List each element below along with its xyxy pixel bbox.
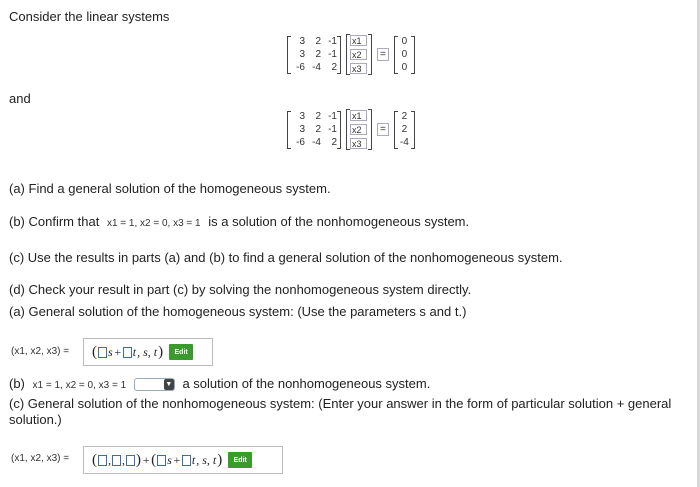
comma: , [108,452,111,467]
question-b-suffix: is a solution of the nonhomogeneous system. [208,214,470,229]
matrix-entry: -6 [296,61,305,73]
matrix-entry: 2 [315,110,321,122]
coefficient-matrix-2 [287,111,341,149]
rhs-entry: 0 [401,61,408,73]
answer-c-label: (c) General solution of the nonhomogeneous system: (Enter your answer in the form of particular solution + general solution.) [9,396,672,427]
matrix-entry: 2 [315,123,321,135]
edit-button[interactable]: Edit [169,344,193,360]
matrix-entry: 2 [315,48,321,60]
nonhomogeneous-system [287,109,415,150]
question-a: (a) Find a general solution of the homogeneous system. [9,181,331,196]
question-d: (d) Check your result in part (c) by solving the nonhomogeneous system directly. [9,282,472,297]
homogeneous-system [287,34,415,75]
variable-vector-2 [346,109,372,150]
is-isnot-dropdown[interactable] [134,378,175,391]
matrix-entry: -6 [296,136,305,148]
matrix-entry: -1 [328,110,337,122]
intro-text: Consider the linear systems [9,9,170,24]
answer-blank[interactable] [98,455,107,466]
variable-vector-1 [346,34,372,75]
question-b-prefix: (b) Confirm that [9,214,100,229]
matrix-entry: -1 [328,48,337,60]
question-b [9,214,469,229]
matrix-entry: 2 [331,136,337,148]
plus-sign: + [142,452,151,467]
answer-blank[interactable] [126,455,135,466]
matrix-entry: 3 [299,48,305,60]
tuple-label-c: (x1, x2, x3) = [11,453,70,464]
matrix-entry: 3 [299,123,305,135]
variable-entry: x3 [350,63,367,74]
comma: , [122,452,125,467]
matrix-entry: -1 [328,35,337,47]
answer-blank[interactable] [182,455,191,466]
answer-blank[interactable] [98,347,107,358]
variable-entry: x1 [350,35,367,46]
rhs-entry: -4 [399,136,409,148]
matrix-entry: 2 [315,35,321,47]
variable-entry: x2 [350,124,367,135]
answer-blank[interactable] [123,347,132,358]
answer-a-box [83,338,213,366]
coefficient-matrix-1 [287,36,341,74]
matrix-entry: 3 [299,110,305,122]
tuple-label-a: (x1, x2, x3) = [11,346,70,357]
answer-a-label: (a) General solution of the homogeneous system: (Use the parameters s and t.) [9,304,467,319]
chevron-down-icon: ▼ [165,381,173,389]
open-paren: ( [151,451,157,468]
variable-entry: x3 [350,138,367,149]
and-text: and [9,91,31,106]
rhs-entry: 2 [401,110,408,122]
rhs-entry: 0 [401,48,408,60]
matrix-entry: -4 [312,136,321,148]
answer-b-row [9,376,430,391]
question-b-condition: x1 = 1, x2 = 0, x3 = 1 [106,218,201,229]
matrix-entry: 2 [331,61,337,73]
param-t: t [191,452,196,467]
answer-b-condition: x1 = 1, x2 = 0, x3 = 1 [32,380,127,391]
answer-b-suffix: a solution of the nonhomogeneous system. [182,376,431,391]
close-paren: ) [136,451,141,468]
answer-blank[interactable] [112,455,121,466]
param-tail: , s, t [137,344,158,359]
matrix-entry: 3 [299,35,305,47]
answer-c-box [83,446,283,474]
answer-b-prefix: (b) [9,376,25,391]
plus-sign: + [172,452,181,467]
rhs-entry: 2 [401,123,408,135]
matrix-entry: -1 [328,123,337,135]
rhs-vector-1 [394,36,415,74]
variable-entry: x1 [350,110,367,121]
plus-sign: + [113,344,122,359]
edit-button[interactable]: Edit [228,452,252,468]
rhs-vector-2 [394,111,415,149]
answer-blank[interactable] [157,455,166,466]
param-tail: , s, t [196,452,217,467]
param-t: t [132,344,137,359]
param-s: s [167,452,172,467]
param-s: s [108,344,113,359]
question-c: (c) Use the results in parts (a) and (b) to find a general solution of the nonhomogeneous system. [9,250,563,265]
close-paren: ) [217,451,223,468]
answer-c-expression [92,452,222,469]
variable-entry: x2 [350,49,367,60]
close-paren: ) [158,343,164,360]
answer-a-expression [92,344,163,361]
equals-sign: = [377,123,389,136]
equals-sign: = [377,48,389,61]
open-paren: ( [92,343,97,360]
rhs-entry: 0 [401,35,408,47]
matrix-entry: -4 [312,61,321,73]
open-paren: ( [92,451,97,468]
